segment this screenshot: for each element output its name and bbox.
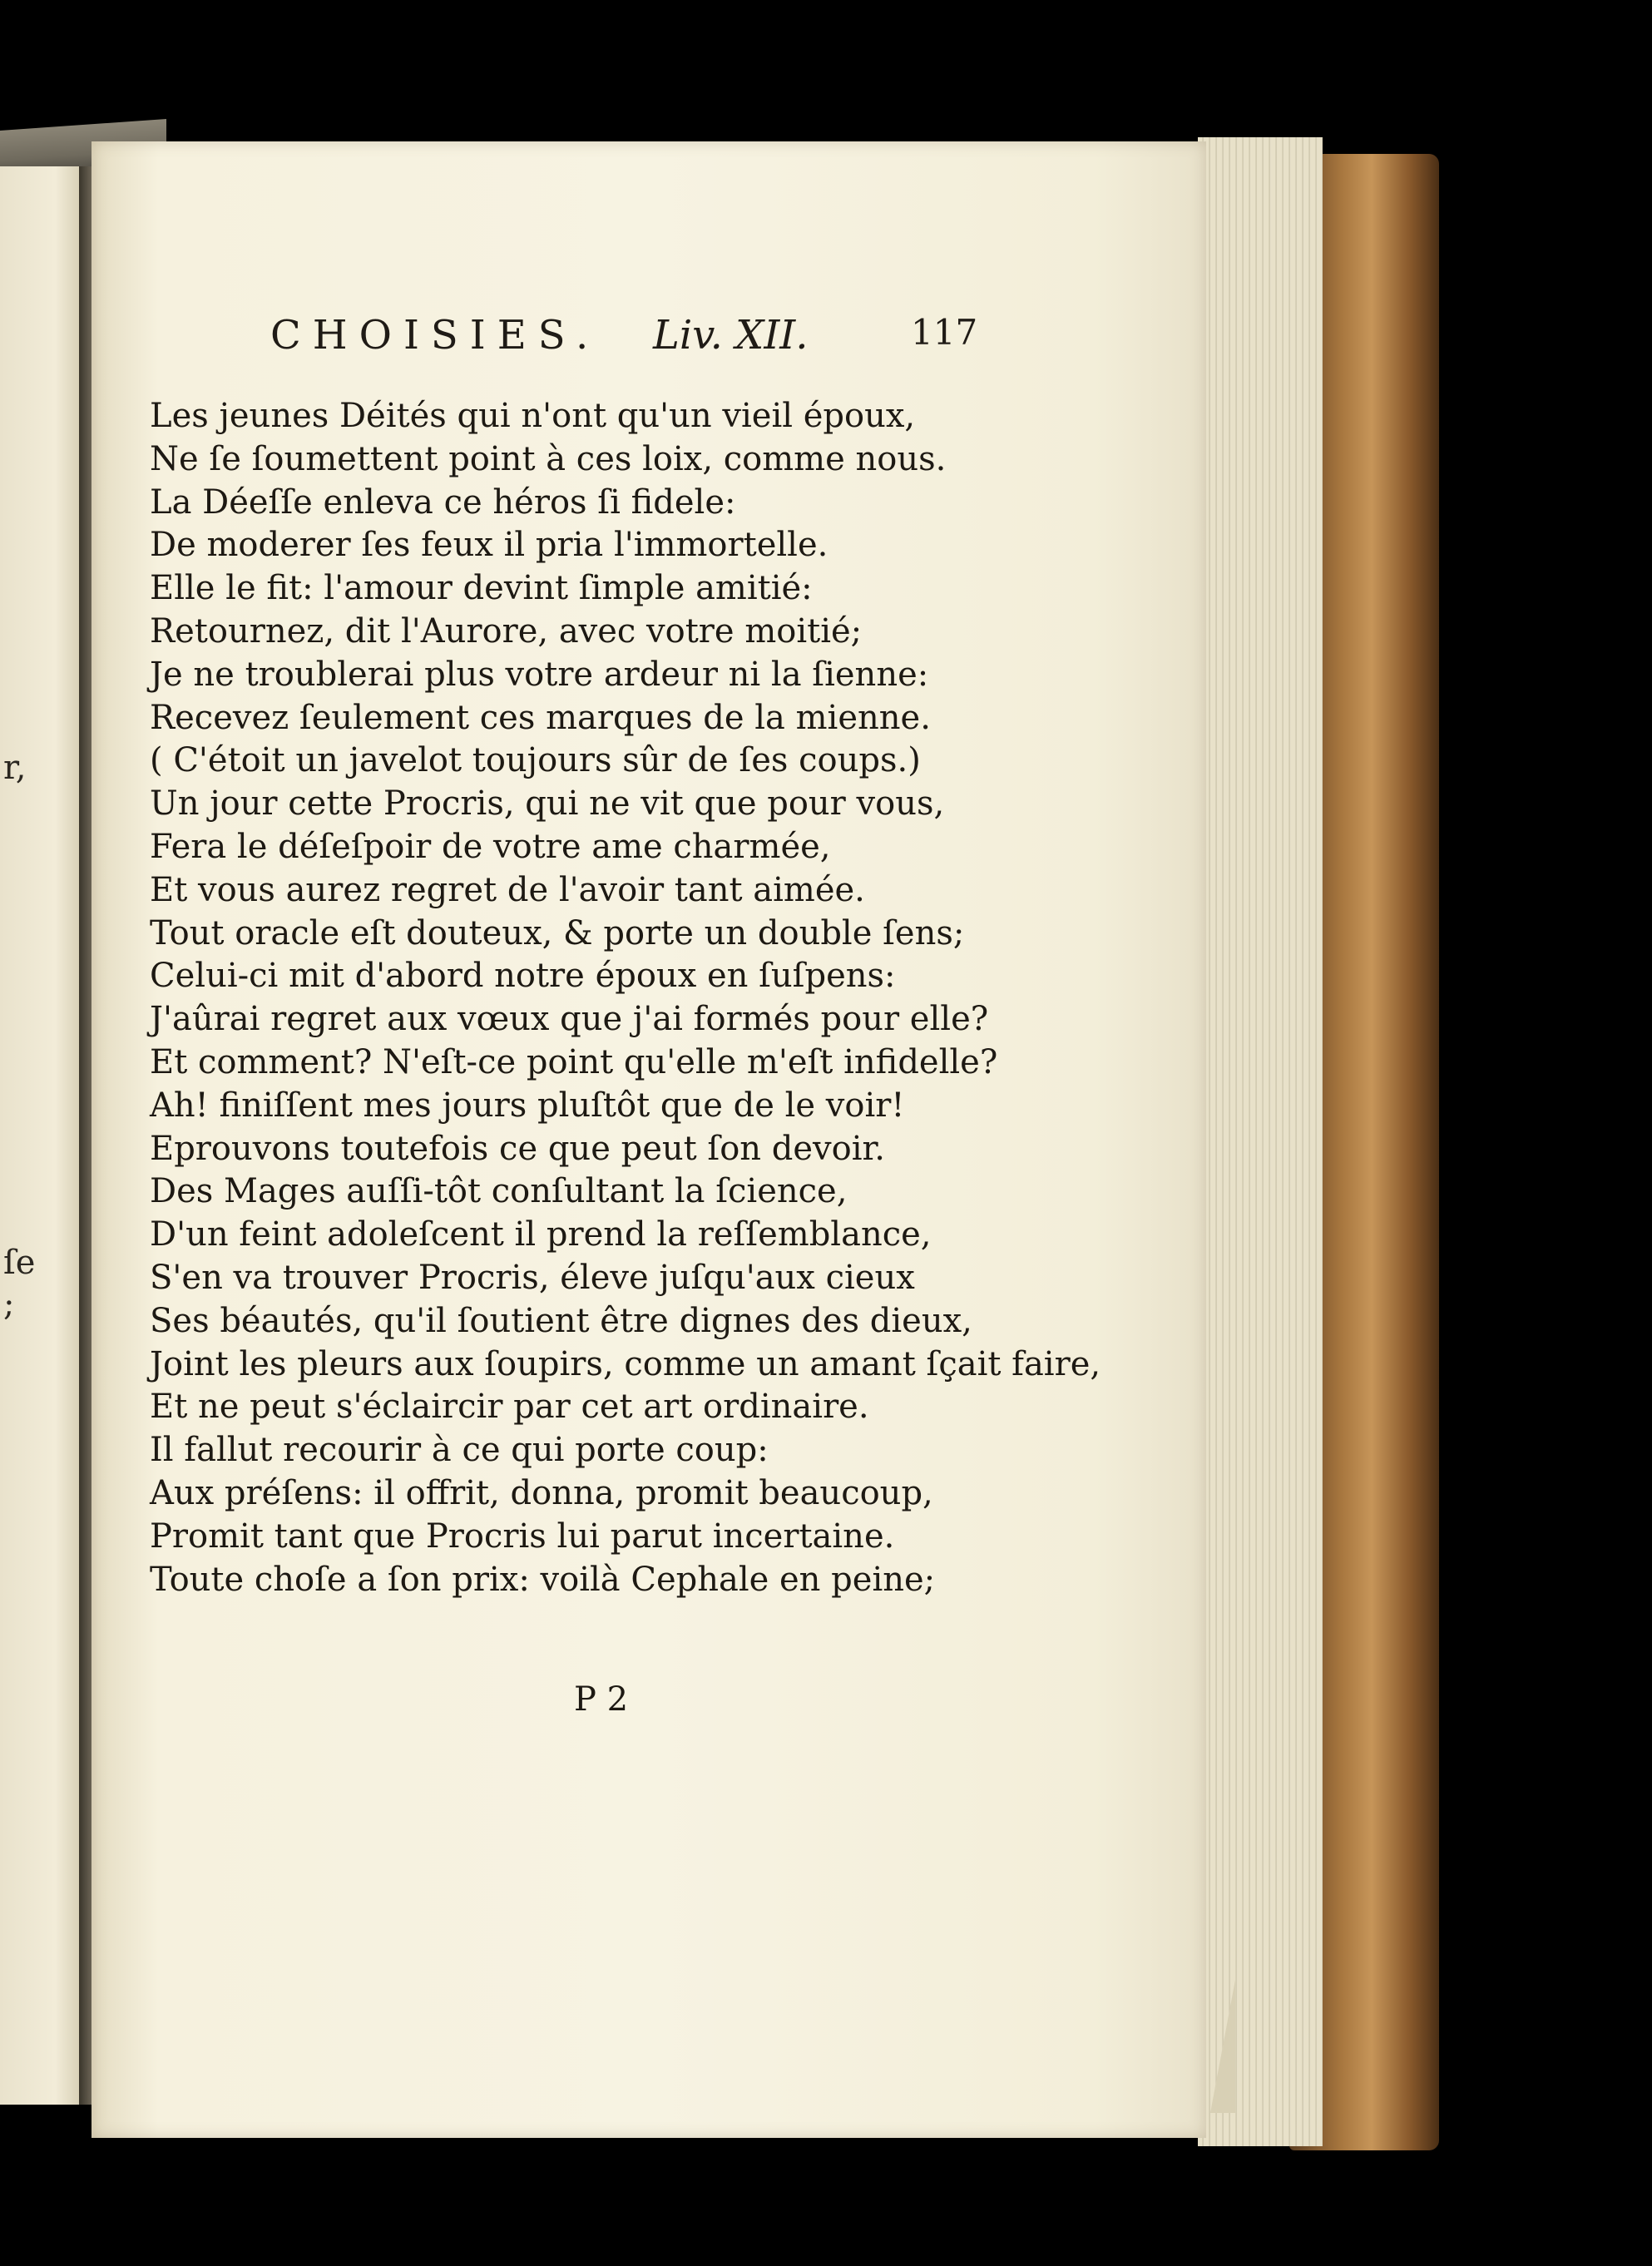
verse-line: S'en va trouver Procris, éleve juſqu'aux cieux [150, 1258, 915, 1297]
verse-line: Tout oracle eſt douteux, & porte un double ſens; [150, 913, 965, 952]
signature-mark: P 2 [574, 1680, 629, 1719]
verse-line: Et comment? N'eſt-ce point qu'elle m'eſt infidelle? [150, 1042, 998, 1081]
verse-line: J'aûrai regret aux vœux que j'ai formés pour elle? [150, 1000, 989, 1039]
left-page-fragment: r, [3, 749, 27, 787]
verse-line: Ah! finiſſent mes jours pluſtôt que de le voir! [150, 1086, 905, 1125]
verse-line: Ne ſe ſoumettent point à ces loix, comme nous. [150, 439, 947, 478]
verse-line: Elle le fit: l'amour devint ſimple amitié: [150, 569, 813, 608]
verse-line: Celui-ci mit d'abord notre époux en ſuſpens: [150, 957, 896, 996]
verse-line: Les jeunes Déités qui n'ont qu'un vieil époux, [150, 397, 916, 435]
verse-line: Toute choſe a ſon prix: voilà Cephale en peine; [150, 1560, 936, 1599]
verse-block [150, 395, 1101, 1601]
left-page-fragment: ; [3, 1285, 15, 1323]
verse-line: Il fallut recourir à ce qui porte coup: [150, 1431, 769, 1470]
page-number: 117 [911, 312, 978, 353]
verse-line: D'un feint adoleſcent il prend la reſſemblance, [150, 1215, 932, 1254]
running-head [270, 312, 1002, 370]
verse-line: De moderer ſes feux il pria l'immortelle. [150, 526, 828, 565]
left-page [0, 166, 81, 2105]
verse-line: Eprouvons toutefois ce que peut ſon devoir. [150, 1129, 885, 1168]
verse-line: La Déeſſe enleva ce héros ſi fidele: [150, 482, 736, 522]
verse-line: Fera le déſeſpoir de votre ame charmée, [150, 827, 831, 866]
verse-line: ( C'étoit un javelot toujours sûr de ſes coups.) [150, 741, 921, 780]
verse-line: Ses béautés, qu'il ſoutient être dignes des dieux, [150, 1301, 972, 1340]
running-head-title: CHOISIES. [270, 312, 601, 359]
verse-line: Et ne peut s'éclaircir par cet art ordinaire. [150, 1388, 869, 1427]
verse-line: Joint les pleurs aux ſoupirs, comme un amant ſçait faire, [150, 1344, 1101, 1383]
verse-line: Aux préſens: il offrit, donna, promit beaucoup, [150, 1473, 933, 1512]
verse-line: Des Mages auſſi-tôt conſultant la ſcience, [150, 1172, 848, 1211]
verse-line: Promit tant que Procris lui parut incertaine. [150, 1516, 895, 1556]
verse-line: Recevez ſeulement ces marques de la mienne. [150, 698, 931, 737]
page-edges [1198, 137, 1323, 2146]
verse-line: Retournez, dit l'Aurore, avec votre moitié; [150, 611, 863, 651]
running-head-book: Liv. XII. [653, 312, 809, 359]
verse-line: Un jour cette Procris, qui ne vit que pour vous, [150, 784, 945, 824]
page-corner-fold [1210, 1980, 1235, 2113]
verse-line: Je ne troublerai plus votre ardeur ni la ſienne: [150, 655, 929, 694]
left-page-fragment: ſe [3, 1244, 36, 1282]
verse-line: Et vous aurez regret de l'avoir tant aimée. [150, 870, 865, 909]
